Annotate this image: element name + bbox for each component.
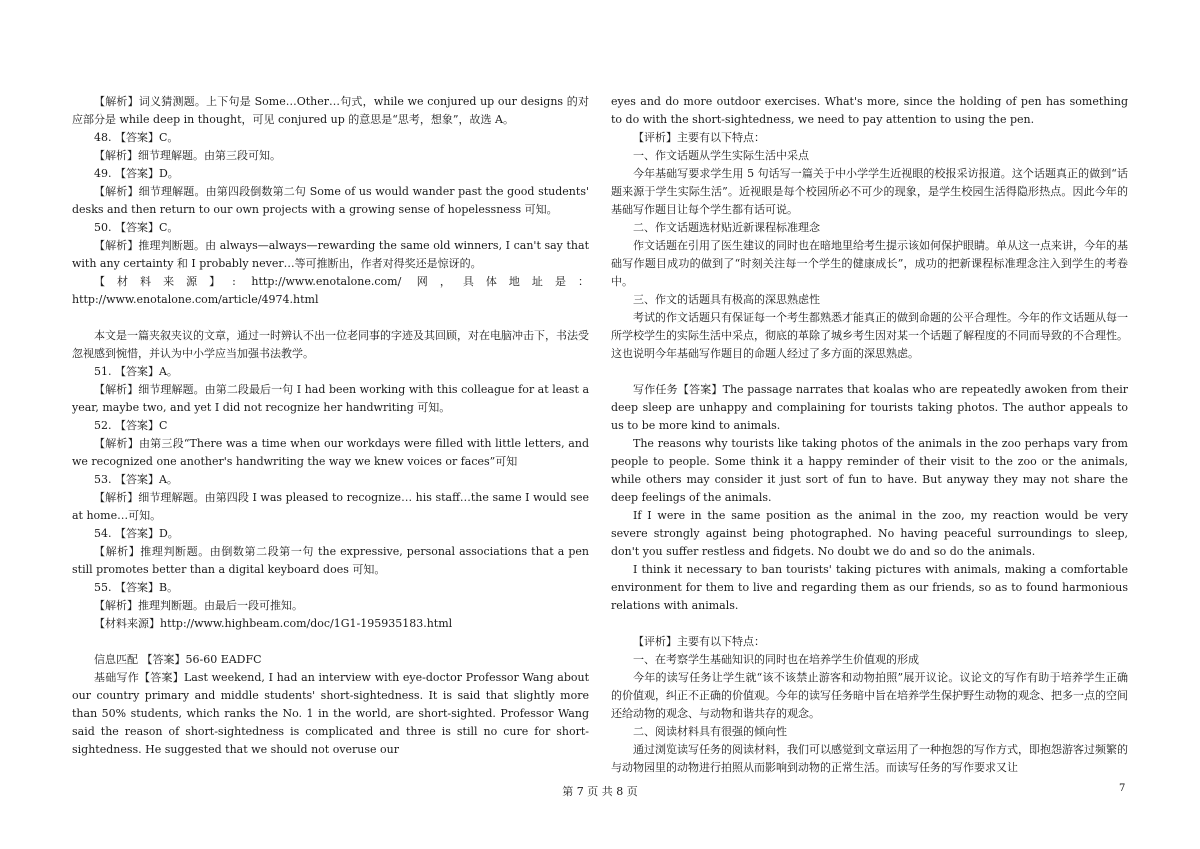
paragraph: 【解析】细节理解题。由第四段 I was pleased to recognize… his staff…the same I would see at home…可知。 xyxy=(72,491,589,522)
paragraph: 55. 【答案】B。 xyxy=(94,581,179,594)
paragraph: 二、作文话题选材贴近新课程标准理念 xyxy=(633,221,820,234)
paragraph: 基础写作【答案】Last weekend, I had an interview with eye-doctor Professor Wang about our country primary and middle students' short-sightedness. It is said that slightly more than 50% students, which ranks the No. 1 in the world, are short-sighted. Professor Wang said the reason of short-sightedness is complicated and three is still no cure for short-sightedness. He suggested that we should not overuse our xyxy=(72,671,589,756)
paragraph: 三、作文的话题具有极高的深思熟虑性 xyxy=(633,293,820,306)
paragraph: 【材料来源】http://www.highbeam.com/doc/1G1-195935183.html xyxy=(94,617,453,630)
paragraph: 考试的作文话题只有保证每一个考生都熟悉才能真正的做到命题的公平合理性。今年的作文话题从每一所学校学生的实际生活中采点，彻底的革除了城乡考生因对某一个话题了解程度的不同而导致的不合理性。这也说明今年基础写作题目的命题人经过了多方面的深思熟虑。 xyxy=(611,311,1128,360)
paragraph: 作文话题在引用了医生建议的同时也在暗地里给考生提示该如何保护眼睛。单从这一点来讲，今年的基础写作题目成功的做到了“时刻关注每一个学生的健康成长”，成功的把新课程标准理念注入到学生的考卷中。 xyxy=(611,239,1128,288)
paragraph: 54. 【答案】D。 xyxy=(94,527,179,540)
paragraph-gap xyxy=(72,309,589,327)
paragraph: 【解析】细节理解题。由第三段可知。 xyxy=(94,149,281,162)
paragraph: 【解析】细节理解题。由第二段最后一句 I had been working with this colleague for at least a year, maybe two, and yet I did not recognize her handwriting 可知。 xyxy=(72,383,589,414)
paragraph: 【解析】推理判断题。由最后一段可推知。 xyxy=(94,599,303,612)
paragraph: 本文是一篇夹叙夹议的文章，通过一时辨认不出一位老同事的字迹及其回顾，对在电脑冲击下，书法受忽视感到惋惜，并认为中小学应当加强书法教学。 xyxy=(72,329,589,360)
paragraph: 50. 【答案】C。 xyxy=(94,221,179,234)
paragraph-gap xyxy=(611,615,1128,633)
paragraph: 【解析】细节理解题。由第四段倒数第二句 Some of us would wander past the good students' desks and then return to our own projects with a growing sense of hopelessness 可知。 xyxy=(72,185,589,216)
paragraph: 49. 【答案】D。 xyxy=(94,167,179,180)
paragraph: 51. 【答案】A。 xyxy=(94,365,178,378)
paragraph: 【解析】推理判断题。由 always—always—rewarding the same old winners, I can't say that with any certainty 和 I probably never…等可推断出，作者对得奖还是惊讶的。 xyxy=(72,239,589,270)
right-column xyxy=(611,93,1128,777)
paragraph: 53. 【答案】A。 xyxy=(94,473,178,486)
paragraph: eyes and do more outdoor exercises. What's more, since the holding of pen has something to do with the short-sightedness, we need to pay attention to using the pen. xyxy=(611,95,1128,126)
paragraph: If I were in the same position as the animal in the zoo, my reaction would be very severe strongly against being photographed. No having peaceful surroundings to sleep, don't you suffer restless and fidgets. No doubt we do and so do the animals. xyxy=(611,509,1128,558)
paragraph-gap xyxy=(72,633,589,651)
paragraph: 48. 【答案】C。 xyxy=(94,131,179,144)
paragraph-gap xyxy=(611,363,1128,381)
paragraph: 【解析】推理判断题。由倒数第二段第一句 the expressive, personal associations that a pen still promotes better than a digital keyboard does 可知。 xyxy=(72,545,589,576)
paragraph: 今年基础写要求学生用 5 句话写一篇关于中小学学生近视眼的校报采访报道。这个话题真正的做到“话题来源于学生实际生活”。近视眼是每个校园所必不可少的现象，是学生校园生活得隐形热点。因此今年的基础写作题目让每个学生都有话可说。 xyxy=(611,167,1128,216)
paragraph: 【材料来源】: http://www.enotalone.com/ 网，具体地址是：http://www.enotalone.com/article/4974.html xyxy=(72,275,589,306)
paragraph: 二、阅读材料具有很强的倾向性 xyxy=(633,725,787,738)
paragraph: 52. 【答案】C xyxy=(94,419,168,432)
paragraph: 一、在考察学生基础知识的同时也在培养学生价值观的形成 xyxy=(633,653,919,666)
page-footer: 第 7 页 共 8 页 xyxy=(562,785,638,798)
paragraph: 【评析】主要有以下特点： xyxy=(633,131,765,144)
paragraph: 信息匹配 【答案】56-60 EADFC xyxy=(94,653,262,666)
paragraph: 【评析】主要有以下特点： xyxy=(633,635,765,648)
left-column xyxy=(72,93,589,759)
paragraph: 【解析】由第三段“There was a time when our workdays were filled with little letters, and we recognized one another's handwriting the way we knew voices or faces”可知 xyxy=(72,437,589,468)
paragraph: 写作任务【答案】The passage narrates that koalas who are repeatedly awoken from their deep sleep are unhappy and complaining for tourists taking photos. The author appeals to us to be more kind to animals. xyxy=(611,383,1128,432)
paragraph: 通过浏览读写任务的阅读材料，我们可以感觉到文章运用了一种抱怨的写作方式，即抱怨游客过频繁的与动物园里的动物进行拍照从而影响到动物的正常生活。而读写任务的写作要求又让 xyxy=(611,743,1128,774)
paragraph: The reasons why tourists like taking photos of the animals in the zoo perhaps vary from people to people. Some think it a happy reminder of their visit to the zoo or the animals, while others may consider it just sort of fun to have. But anyway they may not share the deep feelings of the animals. xyxy=(611,437,1128,504)
page-number: 7 xyxy=(1119,783,1126,794)
paragraph: 【解析】词义猜测题。上下句是 Some…Other…句式，while we conjured up our designs 的对应部分是 while deep in thought，可见 conjured up 的意思是“思考，想象”，故选 A。 xyxy=(72,95,589,126)
paragraph: 一、作文话题从学生实际生活中采点 xyxy=(633,149,809,162)
paragraph: I think it necessary to ban tourists' taking pictures with animals, making a comfortable environment for them to live and regarding them as our friends, so as to found harmonious relations with animals. xyxy=(611,563,1128,612)
paragraph: 今年的读写任务让学生就“该不该禁止游客和动物拍照”展开议论。议论文的写作有助于培养学生正确的价值观，纠正不正确的价值观。今年的读写任务暗中旨在培养学生保护野生动物的观念、把多一点的空间还给动物的观念、与动物和谐共存的观念。 xyxy=(611,671,1128,720)
